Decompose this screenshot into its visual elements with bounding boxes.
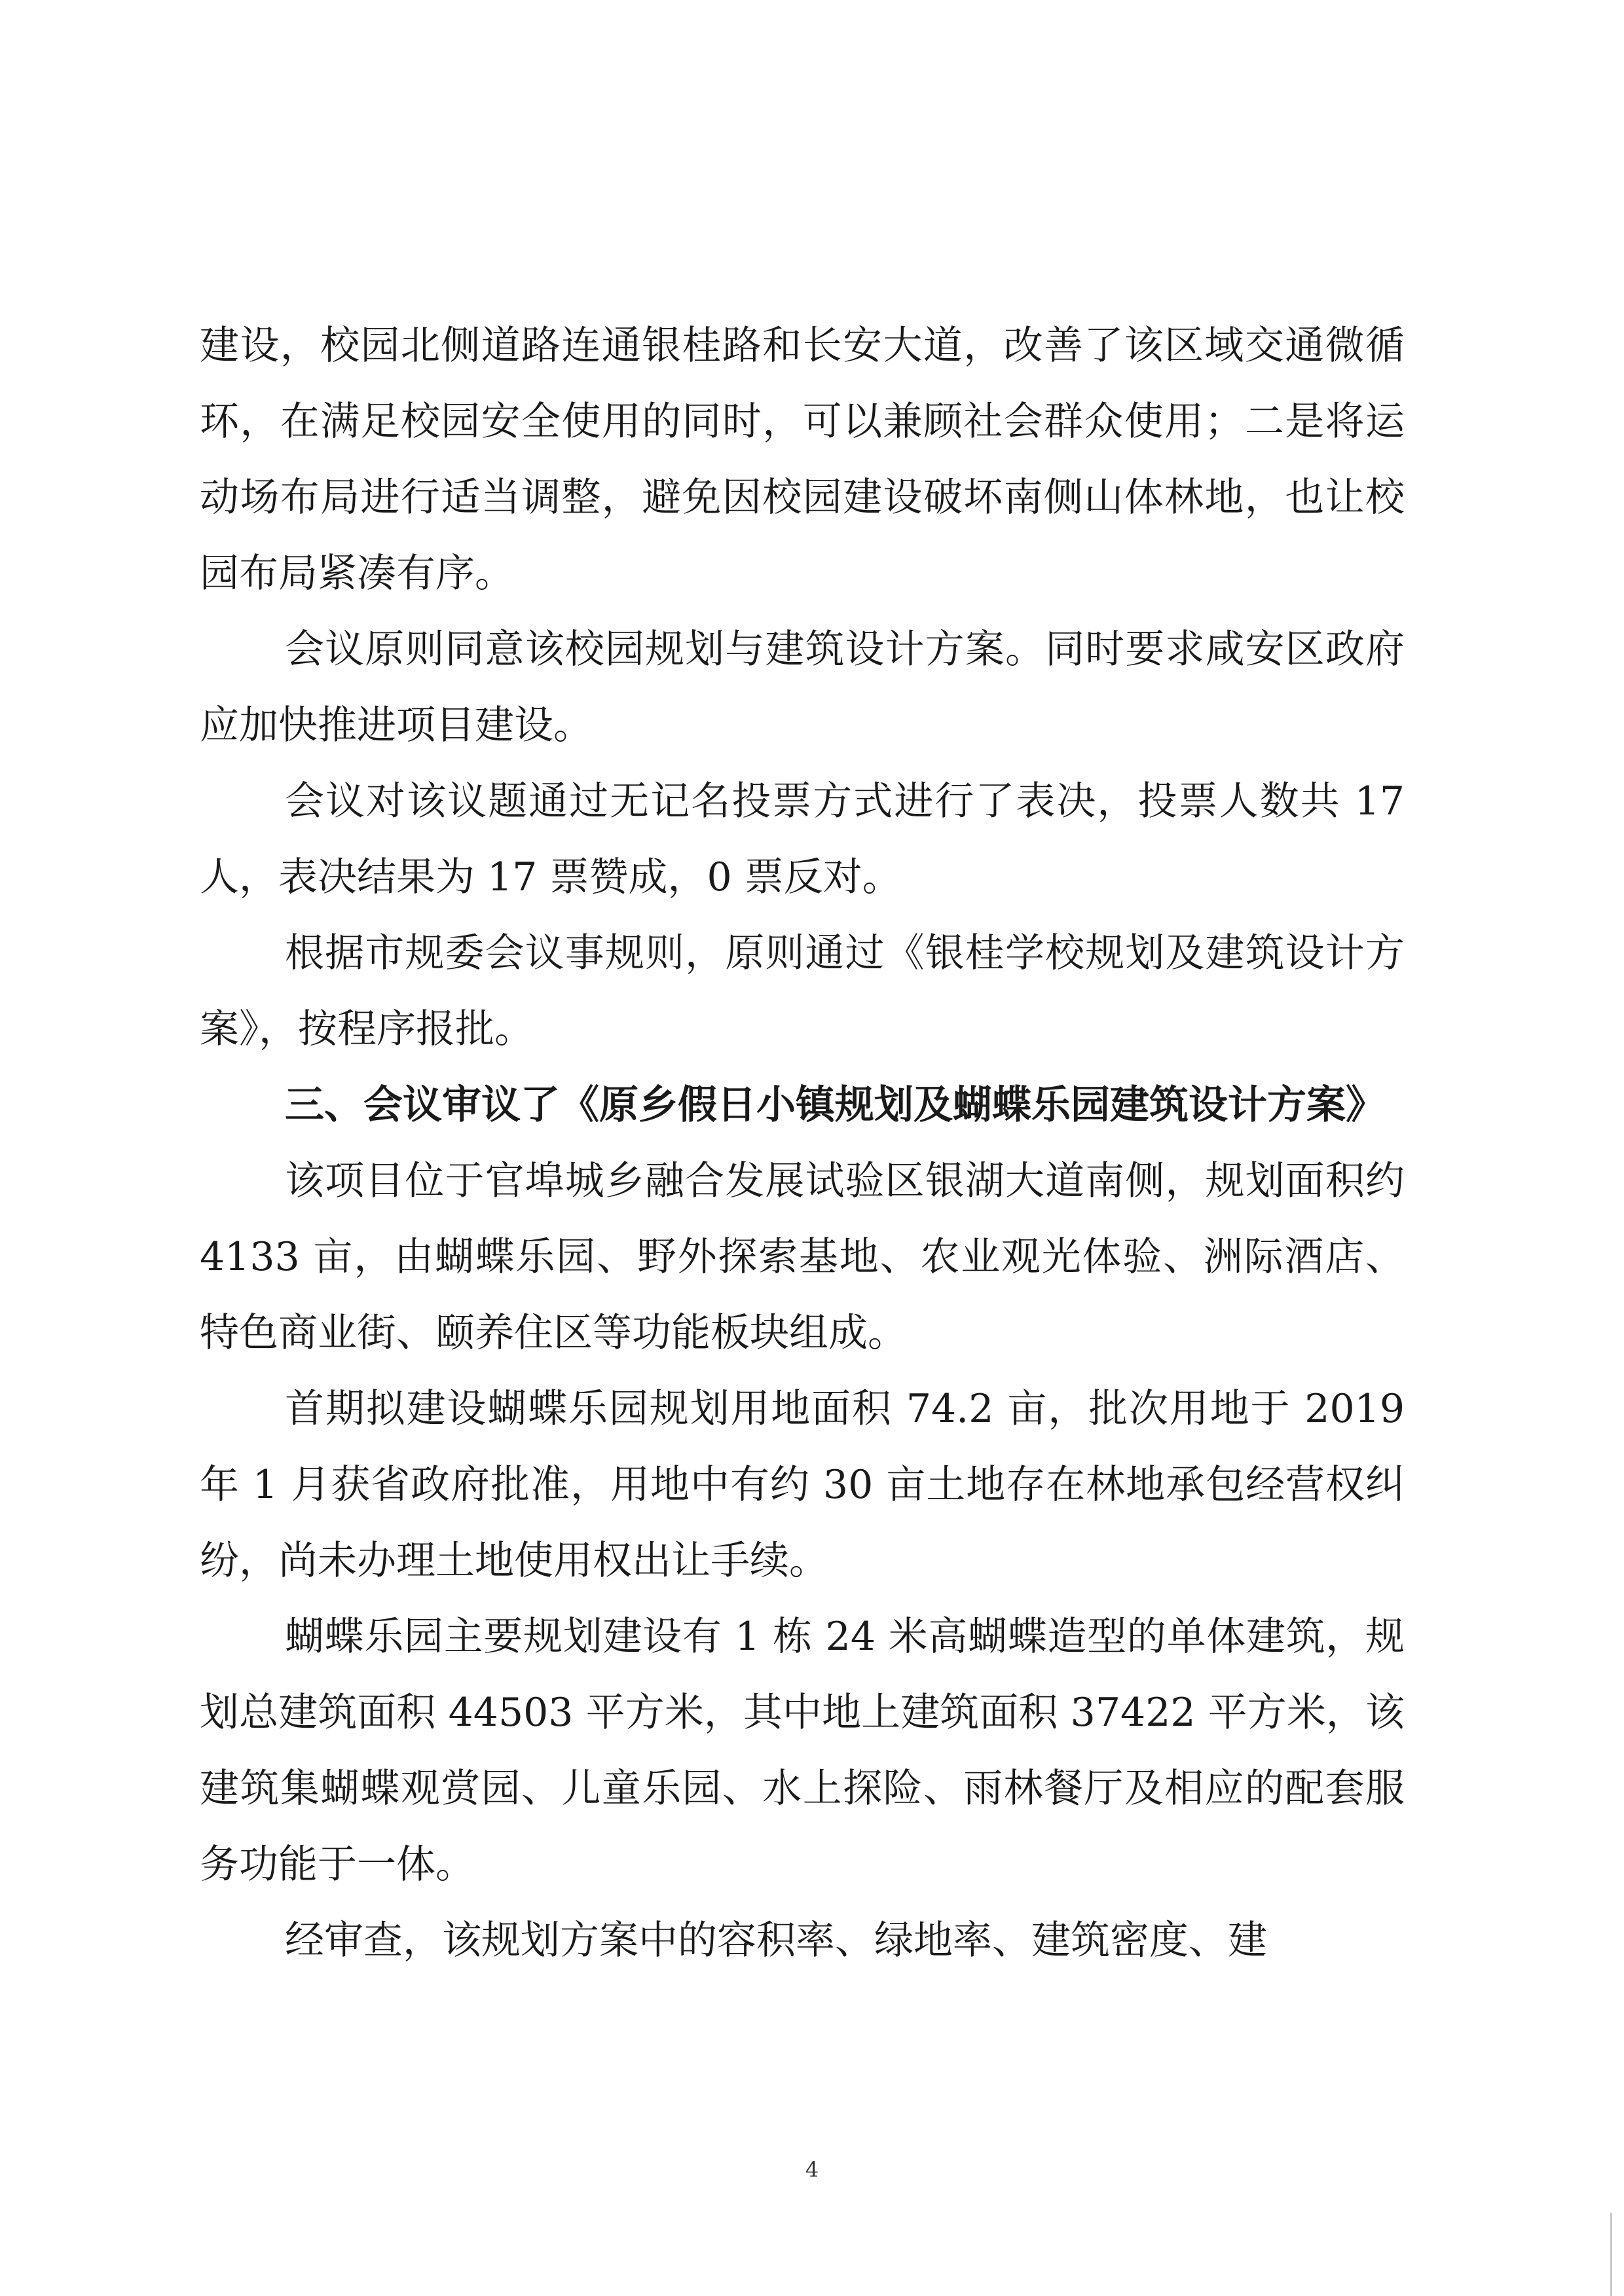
paragraph-continuation: 建设，校园北侧道路连通银桂路和长安大道，改善了该区域交通微循环，在满足校园安全使用的同时，可以兼顾社会群众使用；二是将运动场布局进行适当调整，避免因校园建设破坏南侧山体林地，也让校园布局紧凑有序。 [200,323,1405,596]
paragraph-project-location: 该项目位于官埠城乡融合发展试验区银湖大道南侧，规划面积约 4133 亩，由蝴蝶乐园、野外探索基地、农业观光体验、洲际酒店、特色商业街、颐养住区等功能板块组成。 [200,1158,1405,1356]
document-body [200,308,1405,1978]
page-number: 4 [805,2157,819,2182]
paragraph-review: 经审查，该规划方案中的容积率、绿地率、建筑密度、建 [285,1918,1267,1963]
section-heading-3: 三、会议审议了《原乡假日小镇规划及蝴蝶乐园建筑设计方案》 [285,1082,1385,1128]
paragraph-approval: 会议原则同意该校园规划与建筑设计方案。同时要求咸安区政府应加快推进项目建设。 [200,627,1405,748]
paragraph-resolution: 根据市规委会议事规则，原则通过《银桂学校规划及建筑设计方案》，按程序报批。 [200,930,1405,1052]
paragraph-vote: 会议对该议题通过无记名投票方式进行了表决，投票人数共 17 人，表决结果为 17 票赞成，0 票反对。 [200,778,1405,900]
paragraph-butterfly-park: 蝴蝶乐园主要规划建设有 1 栋 24 米高蝴蝶造型的单体建筑，规划总建筑面积 44503 平方米，其中地上建筑面积 37422 平方米，该建筑集蝴蝶观赏园、儿童乐园、水上探险、雨林餐厅及相应的配套服务功能于一体。 [200,1614,1405,1887]
scan-edge-line [1610,2213,1612,2296]
paragraph-phase-one: 首期拟建设蝴蝶乐园规划用地面积 74.2 亩，批次用地于 2019 年 1 月获省政府批准，用地中有约 30 亩土地存在林地承包经营权纠纷，尚未办理土地使用权出让手续。 [200,1386,1405,1584]
